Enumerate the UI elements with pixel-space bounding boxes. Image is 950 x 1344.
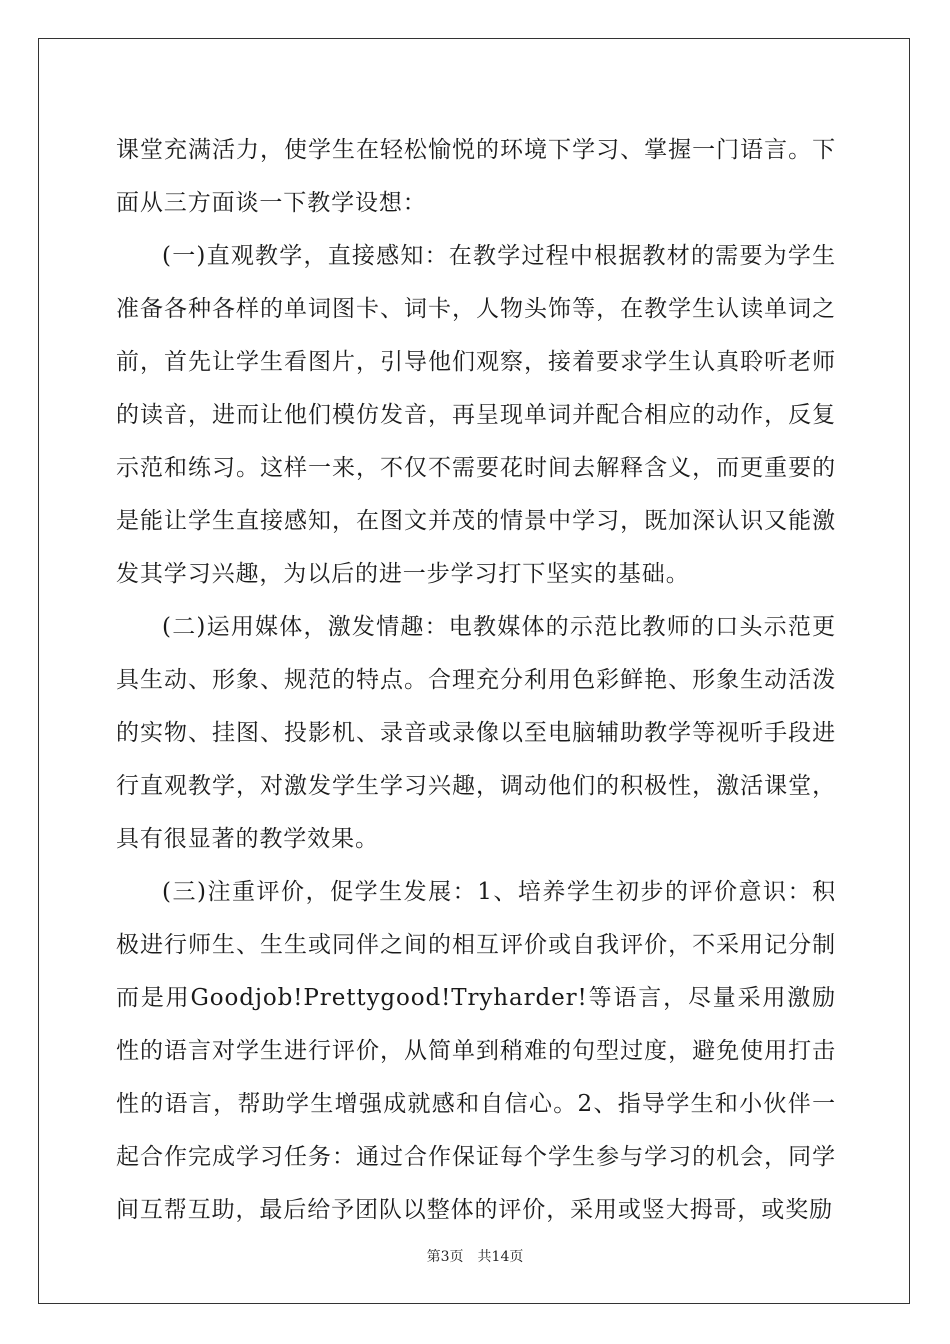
page-footer — [0, 1246, 950, 1266]
paragraph-section-2: (二)运用媒体，激发情趣：电教媒体的示范比教师的口头示范更具生动、形象、规范的特点。合理充分利用色彩鲜艳、形象生动活泼的实物、挂图、投影机、录音或录像以至电脑辅助教学等视听手段进行直观教学，对激发学生学习兴趣，调动他们的积极性，激活课堂，具有很显著的教学效果。 — [116, 614, 836, 852]
page-total: 共14页 — [477, 1249, 524, 1265]
paragraph-section-1: (一)直观教学，直接感知：在教学过程中根据教材的需要为学生准备各种各样的单词图卡、词卡，人物头饰等，在教学生认读单词之前，首先让学生看图片，引导他们观察，接着要求学生认真聆听老师的读音，进而让他们模仿发音，再呈现单词并配合相应的动作，反复示范和练习。这样一来，不仅不需要花时间去解释含义，而更重要的是能让学生直接感知，在图文并茂的情景中学习，既加深认识又能激发其学习兴趣，为以后的进一步学习打下坚实的基础。 — [116, 243, 836, 587]
paragraph-section-3: (三)注重评价，促学生发展：1、培养学生初步的评价意识：积极进行师生、生生或同伴之间的相互评价或自我评价，不采用记分制而是用Goodjob!Prettygood!Tryharder!等语言，尽量采用激励性的语言对学生进行评价，从简单到稍难的句型过度，避免使用打击性的语言，帮助学生增强成就感和自信心。2、指导学生和小伙伴一起合作完成学习任务：通过合作保证每个学生参与学习的机会，同学间互帮互助，最后给予团队以整体的评价，采用或竖大拇哥，或奖励 — [116, 879, 836, 1223]
document-body — [116, 124, 836, 1237]
paragraph-intro: 课堂充满活力，使学生在轻松愉悦的环境下学习、掌握一门语言。下面从三方面谈一下教学设想： — [116, 137, 836, 216]
page-number: 第3页 — [426, 1249, 464, 1265]
